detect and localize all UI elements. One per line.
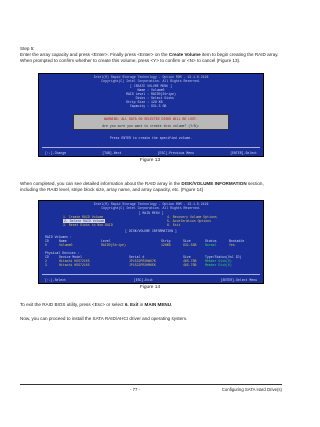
bios-header-line1: Intel(R) Rapid Storage Technology - Option ROM - 13.1.0.2126 — [93, 75, 209, 79]
section-title: Configuring SATA Hard Drive(s) — [221, 387, 282, 392]
bios-create-volume-screen — [38, 73, 264, 157]
figure-13-caption: Figure 13 — [139, 158, 161, 163]
key-select: [↑↓]-Select — [45, 278, 67, 282]
key-previous-menu: [ESC]-Previous Menu — [157, 151, 194, 155]
warning-dialog — [73, 114, 229, 130]
menu-reset-disks[interactable]: 3. Reset Disks to Non-RAID — [63, 223, 113, 227]
warning-text: WARNING: ALL DATA ON SELECTED DISKS WILL BE LOST. — [104, 117, 198, 121]
menu-recovery-volume-options[interactable]: 4. Recovery Volume Options — [167, 215, 217, 219]
page-number: - 77 - — [130, 387, 141, 392]
main-menu-right — [167, 215, 217, 227]
menu-exit[interactable]: 6. Exit — [167, 223, 181, 227]
strip-size-field[interactable]: 128 KB — [151, 100, 163, 104]
key-change: [↑↓]-Change — [45, 151, 67, 155]
field-label-capacity: Capacity : — [129, 104, 149, 108]
name-field[interactable]: Volume0 — [151, 88, 165, 92]
field-label-strip-size: Strip Size : — [126, 100, 149, 104]
disk-volume-info-title: [ DISK/VOLUME INFORMATION ] — [125, 229, 177, 233]
key-legend — [45, 278, 257, 282]
install-paragraph: Now, you can proceed to install the SATA RAID/AHCI driver and operating system. — [20, 316, 188, 321]
field-values — [151, 88, 176, 108]
field-label-raid-level: RAID Level : — [126, 92, 149, 96]
key-legend — [45, 151, 257, 155]
bios-header-line1: Intel(R) Rapid Storage Technology - Option ROM - 13.1.0.2126 — [93, 202, 209, 206]
menu-title: [ CREATE VOLUME MENU ] — [129, 84, 173, 88]
key-next: [TAB]-Next — [102, 151, 122, 155]
figure-14-caption: Figure 14 — [139, 285, 161, 290]
physical-devices-label: Physical Devices : — [45, 251, 80, 255]
key-select: [ENTER]-Select — [230, 151, 257, 155]
raid-volumes-label: RAID Volumes : — [45, 235, 72, 239]
capacity-field[interactable]: 931.5 GB — [151, 104, 167, 108]
confirm-prompt[interactable]: Are you sure you want to create this volume? (Y/N): — [102, 124, 200, 128]
main-menu-title: [ MAIN MENU ] — [138, 211, 164, 215]
main-menu-left — [63, 215, 113, 227]
disks-field[interactable]: Select Disks — [151, 96, 174, 100]
press-enter-hint: Press ENTER to create the specified volume. — [109, 136, 193, 140]
footer-divider — [42, 147, 260, 148]
step-text: Enter the array capacity and press <Enter>. Finally press <Enter> on the Create Volume item to begin creating the RAID array. When prompted to confirm whether to create this volume, press <Y> to confirm or <N> to cancel (Figure 13). — [20, 52, 279, 64]
field-label-disks: Disks : — [135, 96, 149, 100]
field-label-name: Name : — [137, 88, 149, 92]
page-footer — [20, 387, 282, 392]
bios-header-line2: Copyright(C) Intel Corporation. All Rights Reserved. — [101, 79, 201, 83]
menu-acceleration-options[interactable]: 5. Acceleration Options — [167, 219, 211, 223]
menu-create-raid-volume[interactable]: 1. Create RAID Volume — [63, 215, 104, 219]
key-exit: [ESC]-Exit — [133, 278, 153, 282]
bios-main-menu-screen: Intel(R) Rapid Storage Technology - Option ROM - 13.1.0.2126 Copyright(C) Intel Corporation. All Rights Reserved. [ MAIN MENU ] 1. Create RAID Volume 2. Delete RAID Volume 3. Reset Disks to Non-RAID 4. Recovery Volume Options 5. Acceleration Options 6. Exit [ DISK/VOLUME INFORMATION ] RAID Volumes : ID Name Level Strip Size Status Bootable 0 Volume0 RAID0(Stripe) 128KB 931.5GB Normal Yes Physical Devices : ID Device Model Serial # Size Type/Status(Vol ID) 2 Hitachi HDS72105 JP1532FR2HWU7K 465.7GB Member Disk(0) 3 Hitachi HDS72105 JP1532FR2HM6EK 465.7GB Member Disk(0) [↑↓]-Select [ESC]-Exit [ENTER]-Select Menu — [38, 200, 264, 284]
exit-paragraph: To exit the RAID BIOS utility, press <Esc> or select 6. Exit in MAIN MENU. — [20, 302, 173, 307]
footer-rule — [20, 384, 282, 385]
field-labels — [105, 88, 149, 108]
key-select-menu: [ENTER]-Select Menu — [220, 278, 257, 282]
raid-level-field[interactable]: RAID0(Stripe) — [151, 92, 176, 96]
step-paragraph — [20, 46, 282, 65]
step-label: Step 5: — [20, 46, 35, 51]
completion-paragraph: When completed, you can see detailed information about the RAID array in the DISK/VOLUME INFORMATION section, including the RAID level, stripe block size, array name, and array capacity, etc. (Figure 14) — [20, 181, 264, 193]
menu-delete-raid-volume[interactable]: 2. Delete RAID Volume — [64, 219, 105, 223]
footer-divider — [42, 274, 260, 275]
bios-header-line2: Copyright(C) Intel Corporation. All Rights Reserved. — [101, 206, 201, 210]
